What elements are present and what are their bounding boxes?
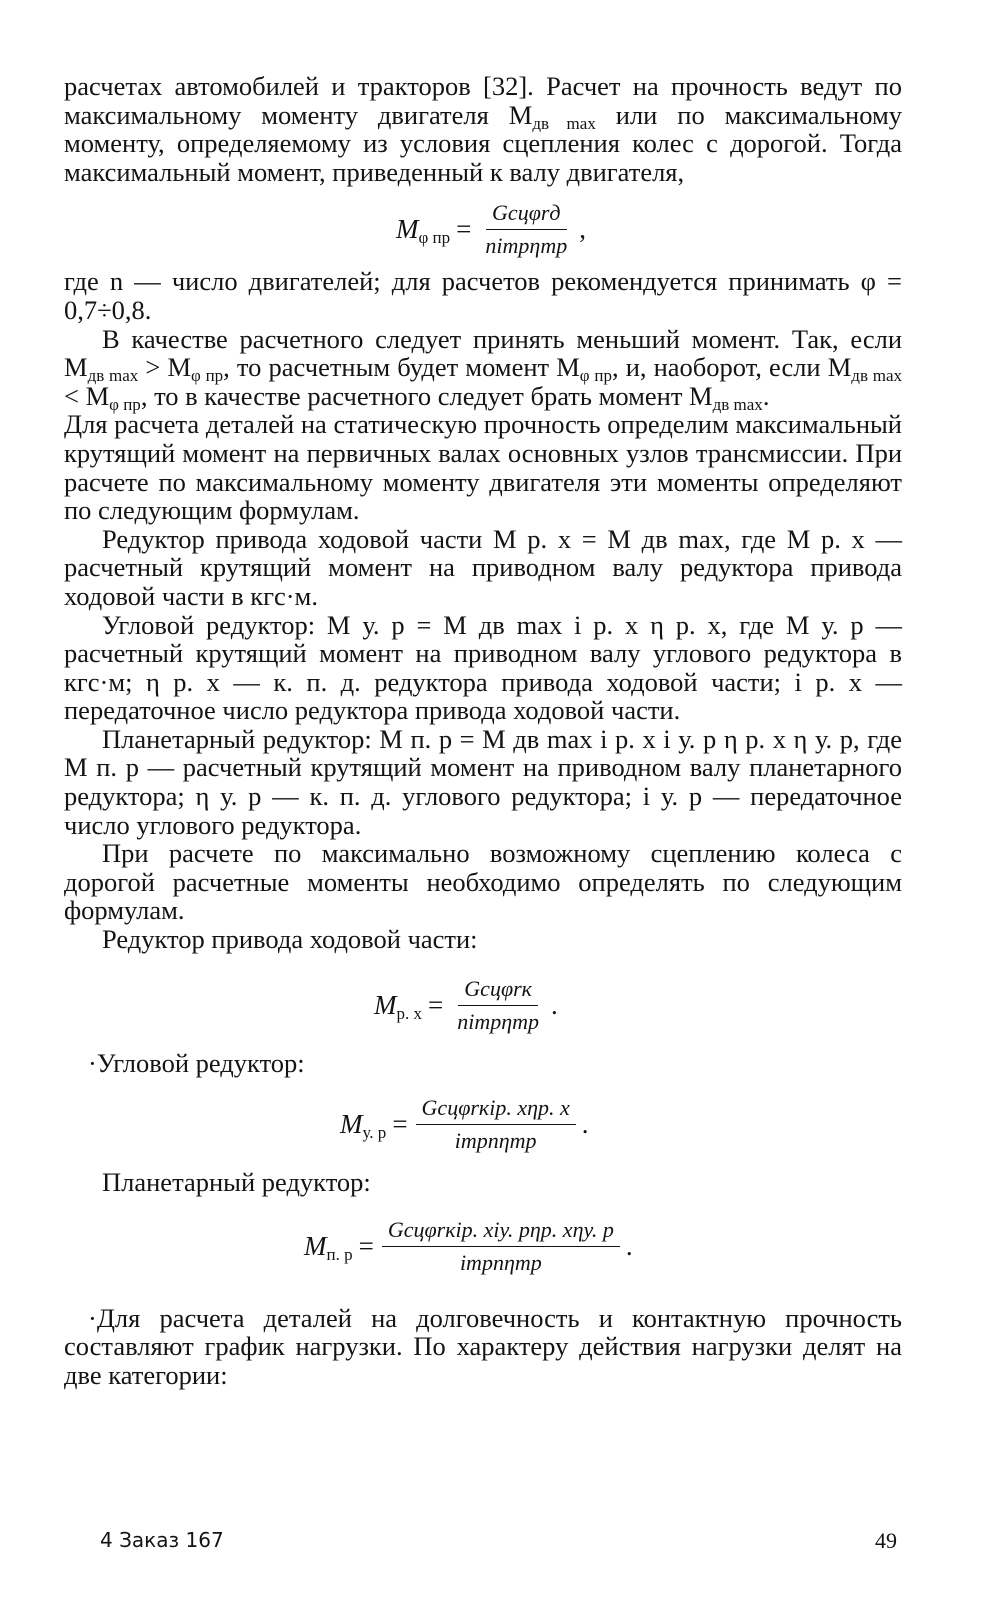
paragraph-5: Редуктор привода ходовой части M р. х = M дв max, где M р. х — расчетный крутящий момент на приводном валу редуктора привода ходовой части в кгс·м. [64, 523, 902, 611]
heading-uglovoy: ·Угловой редуктор: [88, 1047, 305, 1078]
formula-m-phi-pr: $M_{\varphi пр}$ = $\frac{\text{Gсцφrд}}{\text{niтрηтр}}$ , [396, 200, 586, 259]
formula-m-r-h: $M_{р. х}$ = $\frac{\text{Gсцφrк}}{\text{niтрηтр}}$ . [374, 975, 558, 1034]
paragraph-4: Для расчета деталей на статическую прочность определим максимальный крутящий момент на первичных валах основных узлов трансмиссии. При расчете по максимальному моменту двигателя эти моменты определяют по следующим формулам. [64, 409, 902, 526]
heading-planetarny: Планетарный редуктор: [102, 1167, 371, 1198]
heading-redutor-hod: Редуктор привода ходовой части: [102, 924, 478, 955]
page-body [64, 72, 902, 1390]
page-number: 49 [875, 1528, 897, 1553]
paragraph-8: При расчете по максимально возможному сцеплению колеса с дорогой расчетные моменты необходимо определять по следующим формулам. [64, 838, 902, 926]
paragraph-9: ·Для расчета деталей на долговечность и контактную прочность составляют график нагрузки. По характеру действия нагрузки делят на две категории: [64, 1302, 902, 1390]
paragraph-6: Угловой редуктор: M у. р = M дв max i р. х η р. х, где M у. р — расчетный крутящий момент на приводном валу углового редуктора в кгс·м; η р. х — к. п. д. редуктора привода ходовой части; i р. х — передаточное число редуктора привода ходовой части. [64, 609, 902, 726]
formula-m-u-r: $M_{у. р}$ = $\frac{\text{Gсцφrкiр. хηр. х}}{\text{iтрnηтр}}$ . [340, 1095, 589, 1154]
paragraph-3: В качестве расчетного следует принять меньший момент. Так, если $M_{дв max} > M_{\varphi пр}$, то расчетным будет момент $M_{\varphi пр}$, и, наоборот, если $M_{дв max} < M_{\varphi пр}$, то в качестве расчетного следует брать момент $M_{дв max}$. [64, 323, 902, 414]
paragraph-2: где n — число двигателей; для расчетов рекомендуется принимать φ = 0,7÷0,8. [64, 266, 902, 325]
paragraph-1: расчетах автомобилей и тракторов [32]. Расчет на прочность ведут по максимальному моменту двигателя $M_{дв max}$ или по максимальному моменту, определяемому из условия сцепления колес с дорогой. Тогда максимальный момент, приведенный к валу двигателя, [64, 71, 903, 187]
formula-m-p-r: $M_{п. р}$ = $\frac{\text{Gсцφrкiр. хiу. рηр. хηу. р}}{\text{iтрnηтр}}$ . [304, 1216, 633, 1275]
page-footer [100, 1528, 897, 1554]
signature-mark: 4 Заказ 167 [100, 1528, 224, 1552]
paragraph-7: Планетарный редуктор: M п. р = M дв max i р. х i у. р η р. х η у. р, где M п. р — расчетный крутящий момент на приводном валу планетарного редуктора; η у. р — к. п. д. углового редуктора; i у. р — передаточное число углового редуктора. [64, 723, 902, 840]
